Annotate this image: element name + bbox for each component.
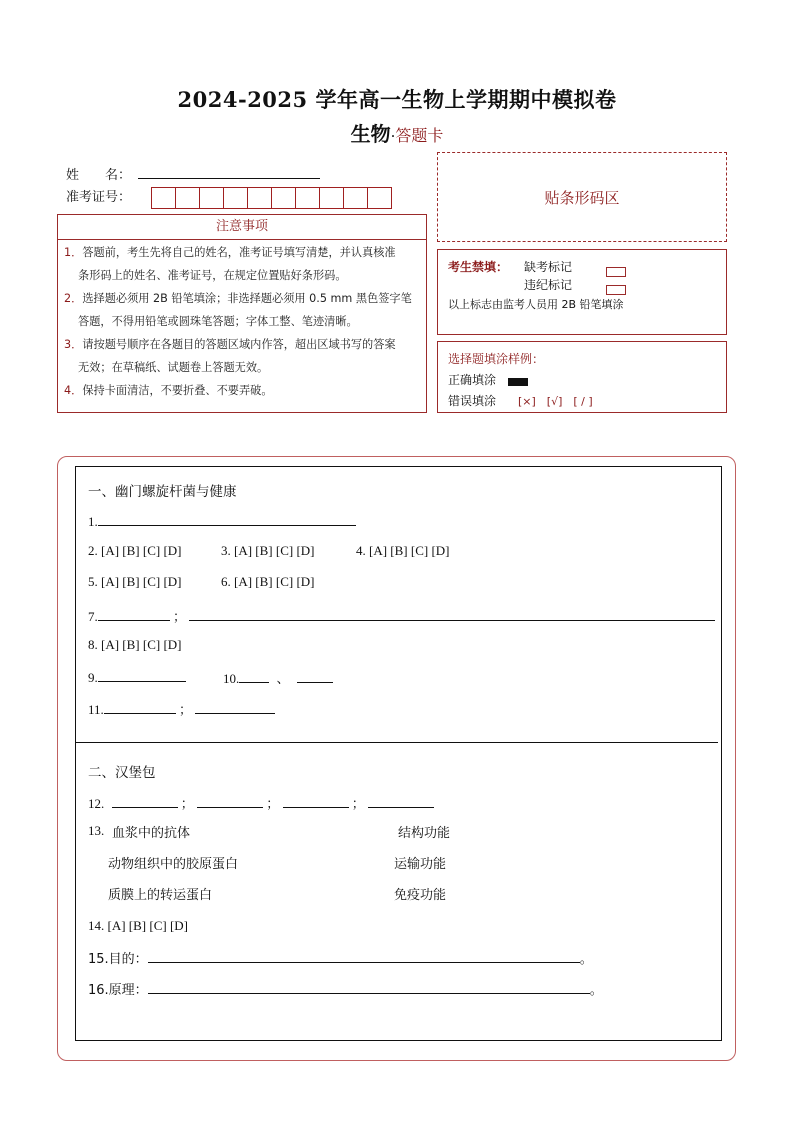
id-digit-cell[interactable] (367, 187, 392, 209)
fill-example-box (437, 341, 727, 413)
notice-heading: 注意事项 (58, 215, 426, 240)
id-digit-cell[interactable] (319, 187, 344, 209)
question-7 (88, 606, 715, 625)
answer-blank[interactable] (98, 607, 170, 621)
notice-item-3 (64, 334, 422, 379)
name-label: 姓 名： (66, 168, 132, 183)
id-digit-cell[interactable] (271, 187, 296, 209)
separator: ； (173, 609, 187, 624)
answer-blank[interactable] (189, 607, 715, 621)
barcode-area (437, 152, 727, 242)
notice-num: 3． (64, 338, 83, 351)
separator: ； (179, 702, 193, 717)
question-6[interactable]: 6. [A] [B] [C] [D] (221, 574, 315, 589)
exam-title: 2024-2025 学年高一生物上学期期中模拟卷 (177, 87, 617, 112)
question-3[interactable]: 3. [A] [B] [C] [D] (221, 543, 315, 558)
proctor-label: 考生禁填： (448, 260, 509, 274)
id-digit-cell[interactable] (295, 187, 320, 209)
question-14[interactable]: 14. [A] [B] [C] [D] (88, 918, 189, 933)
correct-fill-mark (508, 371, 528, 390)
separator: ； (351, 796, 365, 811)
separator: 、 (276, 671, 290, 686)
notice-text: 选择题必须用 2B 铅笔填涂；非选择题必须用 0.5 mm 黑色签字笔 (82, 292, 412, 305)
question-label: 15.目的： (88, 952, 148, 967)
wrong-fill-marks: [×] [√] [ / ] (518, 395, 593, 408)
answer-blank[interactable] (104, 700, 176, 714)
question-16 (88, 979, 603, 998)
answer-blank[interactable] (297, 669, 333, 683)
question-1 (88, 512, 356, 530)
card-type-label: 答题卡 (395, 126, 444, 145)
question-number: 9. (88, 670, 98, 685)
wrong-fill-label: 错误填涂 (448, 394, 497, 408)
q13-right-item-3[interactable]: 免疫功能 (394, 888, 447, 903)
id-digit-cell[interactable] (223, 187, 248, 209)
notice-item-1 (64, 242, 422, 287)
q13-right-item-1[interactable]: 结构功能 (398, 826, 451, 841)
notice-item-2 (64, 288, 422, 333)
answer-blank[interactable] (368, 794, 434, 808)
notice-text: 无效；在草稿纸、试题卷上答题无效。 (78, 360, 269, 374)
period: 。 (579, 951, 593, 966)
question-number: 10. (223, 671, 240, 686)
notice-num: 4． (64, 384, 83, 397)
id-label: 准考证号： (66, 190, 132, 205)
correct-fill-label: 正确填涂 (448, 373, 497, 387)
question-label: 16.原理： (88, 983, 148, 998)
notice-text: 条形码上的姓名、准考证号，在规定位置贴好条形码。 (78, 268, 347, 282)
id-digit-cell[interactable] (247, 187, 272, 209)
question-2[interactable]: 2. [A] [B] [C] [D] (88, 543, 182, 558)
subtitle-dot: · (390, 127, 396, 145)
section-divider (75, 742, 718, 743)
separator: ； (266, 796, 280, 811)
question-number: 11. (88, 702, 104, 717)
question-number: 7. (88, 609, 98, 624)
answer-blank[interactable] (239, 669, 269, 683)
notice-num: 1． (64, 246, 83, 259)
violation-label: 违纪标记 (524, 278, 573, 292)
q13-left-item-1[interactable]: 血浆中的抗体 (112, 826, 191, 841)
q13-right-item-2[interactable]: 运输功能 (394, 857, 447, 872)
question-15 (88, 948, 593, 967)
notice-item-4 (64, 380, 422, 403)
notice-text: 答题前，考生先将自己的姓名，准考证号填写清楚，并认真核准 (82, 246, 396, 259)
question-5[interactable]: 5. [A] [B] [C] [D] (88, 574, 182, 589)
section-1-title: 一、幽门螺旋杆菌与健康 (88, 484, 237, 500)
answer-blank[interactable] (195, 700, 275, 714)
question-11 (88, 699, 275, 718)
notice-text: 请按题号顺序在各题目的答题区域内作答，超出区域书写的答案 (82, 338, 396, 351)
id-digit-cell[interactable] (343, 187, 368, 209)
absent-label: 缺考标记 (524, 260, 573, 274)
question-number: 1. (88, 514, 98, 529)
question-8[interactable]: 8. [A] [B] [C] [D] (88, 637, 182, 652)
notice-num: 2． (64, 292, 83, 305)
section-2-title: 二、汉堡包 (88, 765, 156, 781)
question-9 (88, 668, 186, 686)
question-4[interactable]: 4. [A] [B] [C] [D] (356, 543, 450, 558)
proctor-only-box (437, 249, 727, 335)
absent-markbox[interactable] (606, 261, 626, 280)
id-digit-cell[interactable] (151, 187, 176, 209)
answer-blank[interactable] (197, 794, 263, 808)
notice-text: 保持卡面清洁，不要折叠、不要弄破。 (82, 384, 273, 397)
answer-blank[interactable] (148, 980, 590, 994)
question-number: 12. (88, 796, 105, 811)
name-input-line[interactable] (138, 178, 320, 179)
subtitle (0, 118, 794, 147)
answer-blank[interactable] (112, 794, 178, 808)
q13-left-item-3[interactable]: 质膜上的转运蛋白 (108, 888, 213, 903)
question-13-number: 13. (88, 823, 105, 838)
barcode-area-label: 贴条形码区 (544, 188, 620, 207)
answer-blank[interactable] (148, 949, 580, 963)
question-12 (88, 793, 434, 812)
answer-blank[interactable] (283, 794, 349, 808)
separator: ； (180, 796, 194, 811)
notice-text: 答题，不得用铅笔或圆珠笔答题；字体工整、笔迹清晰。 (78, 314, 358, 328)
subject-label: 生物 (350, 122, 391, 146)
question-10 (223, 668, 333, 687)
period: 。 (589, 982, 603, 997)
notice-box (57, 214, 427, 413)
id-digit-cell[interactable] (199, 187, 224, 209)
answer-blank[interactable] (98, 512, 356, 526)
proctor-note: 以上标志由监考人员用 2B 铅笔填涂 (448, 298, 624, 311)
answer-blank[interactable] (98, 668, 186, 682)
q13-left-item-2[interactable]: 动物组织中的胶原蛋白 (108, 857, 239, 872)
id-number-boxes[interactable] (151, 187, 391, 209)
fill-example-heading: 选择题填涂样例： (448, 352, 545, 366)
id-digit-cell[interactable] (175, 187, 200, 209)
